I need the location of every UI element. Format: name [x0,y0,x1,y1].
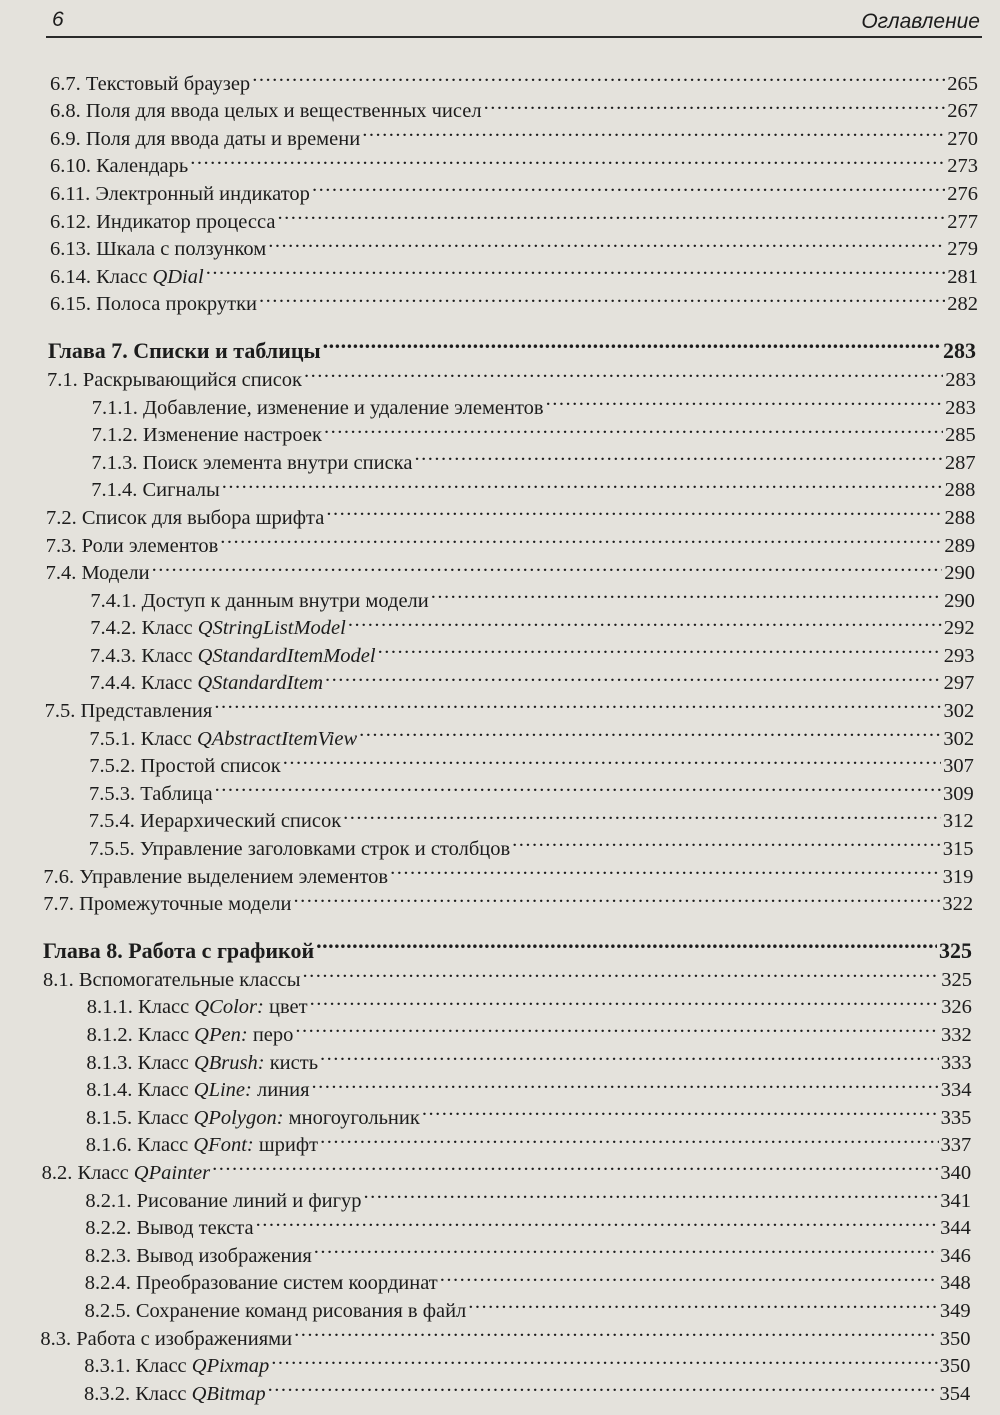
entry-class-name: QStringListModel [197,617,346,640]
entry-page: 293 [943,644,975,667]
entry-number: 8.1. [43,968,74,991]
leader-dots [440,1262,938,1290]
leader-dots [546,386,944,414]
entry-title-suffix: многоугольник [283,1106,420,1129]
entry-title: Шкала с ползунком [96,238,267,261]
entry-label [50,264,204,292]
entry-title: Класс [137,1051,194,1074]
entry-label [50,209,275,237]
chapter-title: Глава 8. Работа с графикой [43,938,315,964]
entry-class-name: QDial [152,265,204,288]
entry-label [85,1215,253,1243]
leader-dots [325,662,942,690]
entry-title: Текстовый браузер [85,72,251,95]
entry-class-name: QPen: [194,1024,248,1046]
table-of-contents [0,62,1000,1405]
entry-page: 292 [943,617,975,640]
entry-title: Класс [141,672,198,695]
entry-title: Промежуточные модели [79,893,292,916]
entry-number: 7.1.2. [91,424,138,447]
entry-label [43,891,291,919]
entry-number: 8.1.3. [86,1051,133,1074]
entry-title: Список для выбора шрифта [81,506,325,529]
entry-number: 6.11. [50,182,91,205]
leader-dots [326,496,942,524]
entry-number: 7.4.1. [90,589,137,612]
entry-number: 8.2.3. [85,1244,132,1267]
entry-page: 276 [947,182,978,205]
chapter-title: Глава 7. Списки и таблицы [48,338,321,364]
toc-group-chapter6 [0,62,1000,316]
entry-number: 7.2. [46,506,77,529]
entry-title: Сохранение команд рисования в файл [135,1299,467,1322]
entry-title-suffix: линия [251,1079,310,1102]
leader-dots [312,172,945,200]
leader-dots [206,255,946,283]
page-number: 6 [52,8,64,31]
entry-title-suffix: кисть [264,1051,319,1074]
leader-dots [431,579,942,607]
leader-dots [268,1372,938,1400]
leader-dots [294,1317,938,1345]
entry-page: 334 [940,1079,972,1102]
leader-dots [214,689,941,717]
leader-dots [323,324,941,358]
entry-page: 297 [943,672,975,695]
entry-label [45,698,213,726]
entry-class-name: QPolygon: [193,1106,284,1129]
entry-number: 6.8. [50,100,81,123]
entry-number: 7.1.4. [91,479,138,502]
entry-label [40,1326,292,1354]
leader-dots [303,958,940,986]
entry-number: 7.4.3. [90,644,137,667]
entry-label [46,560,150,588]
leader-dots [390,855,940,883]
entry-title: Представления [80,700,213,723]
entry-page: 350 [939,1355,971,1378]
leader-dots [190,145,945,173]
entry-number: 7.6. [43,865,75,888]
entry-number: 8.2.2. [85,1217,132,1240]
entry-title: Класс [140,727,197,750]
entry-number: 8.3. [40,1327,72,1350]
entry-label [42,1160,211,1188]
leader-dots [259,283,945,311]
entry-label [43,967,301,995]
leader-dots [320,1041,939,1069]
entry-page: 325 [941,968,972,991]
leader-dots [152,552,943,580]
entry-label [86,1077,309,1105]
leader-dots [320,1124,938,1152]
entry-label [91,477,220,505]
entry-label [87,994,308,1022]
entry-number: 7.1.3. [91,451,138,474]
entry-title: Календарь [96,155,189,178]
entry-number: 8.1.4. [86,1079,133,1102]
entry-number: 7.5.4. [88,810,135,833]
entry-page: 273 [947,155,978,178]
entry-page: 279 [947,238,978,261]
entry-number: 8.1.2. [86,1024,133,1046]
entry-page: 267 [947,100,978,123]
toc-entry[interactable] [0,62,1000,95]
leader-dots [422,1096,939,1124]
entry-page: 282 [947,293,978,316]
entry-page: 265 [947,72,978,95]
entry-page: 270 [947,127,978,150]
entry-number: 7.7. [43,893,74,916]
entry-title: Класс [96,265,153,288]
entry-number: 8.2.4. [84,1272,131,1295]
entry-title-suffix: перо [247,1024,294,1046]
entry-label [84,1381,266,1409]
entry-title: Полоса прокрутки [96,293,258,316]
entry-page: 289 [944,534,976,557]
entry-title: Класс [141,617,198,640]
entry-number: 6.12. [50,210,91,233]
leader-dots [283,745,941,773]
entry-number: 7.5.3. [89,782,136,805]
entry-number: 8.1.6. [85,1134,132,1157]
entry-page: 288 [944,506,976,529]
entry-number: 6.15. [50,293,91,316]
entry-class-name: QPainter [133,1161,211,1184]
leader-dots [362,117,945,145]
entry-title: Преобразование систем координат [136,1272,438,1295]
entry-number: 7.5.5. [88,838,135,861]
entry-label [89,781,213,809]
entry-label [90,615,346,643]
entry-title: Класс [137,1024,195,1046]
entry-class-name: QStandardItemModel [197,644,376,667]
entry-page: 333 [940,1051,972,1074]
entry-title: Вспомогательные классы [78,968,301,991]
entry-title-suffix: цвет [263,996,308,1019]
entry-label [87,1022,294,1050]
entry-title: Класс [141,644,198,667]
entry-number: 8.1.1. [86,996,133,1019]
entry-class-name: QPixmap [191,1355,270,1378]
entry-page: 302 [943,700,975,723]
entry-title: Класс [137,1079,194,1102]
toc-chapter-7[interactable] [0,324,1000,364]
entry-page: 344 [940,1217,971,1240]
entry-class-name: QAbstractItemView [196,727,358,750]
leader-dots [364,1179,939,1207]
leader-dots [414,441,942,469]
leader-dots [316,924,937,958]
entry-number: 6.7. [50,72,81,95]
leader-dots [314,1234,938,1262]
entry-number: 7.5.2. [89,755,136,778]
entry-label [85,1243,312,1271]
leader-dots [312,1069,939,1097]
entry-number: 7.4. [45,562,77,585]
entry-number: 8.3.2. [84,1382,131,1405]
page-header [46,6,982,38]
entry-title: Доступ к данным внутри модели [141,589,429,612]
entry-page: 290 [944,562,975,585]
entry-page: 332 [941,1024,972,1046]
entry-class-name: QLine: [193,1079,252,1102]
entry-title: Индикатор процесса [96,210,276,233]
entry-number: 6.9. [50,127,81,150]
running-title: Оглавление [861,10,980,33]
leader-dots [256,1207,939,1235]
leader-dots [268,228,945,256]
entry-title: Изменение настроек [142,424,322,447]
entry-class-name: QBrush: [193,1051,265,1074]
entry-label [85,1270,438,1298]
entry-label [50,181,310,209]
entry-page: 340 [940,1161,972,1184]
entry-number: 7.5.1. [89,727,136,750]
entry-title: Управление выделением элементов [79,865,389,888]
entry-title: Управление заголовками строк и столбцов [139,838,511,861]
entry-page: 319 [942,865,974,888]
entry-page: 335 [940,1106,972,1129]
entry-title: Роли элементов [81,534,219,557]
entry-page: 341 [940,1189,972,1212]
entry-number: 6.10. [50,155,91,178]
entry-page: 312 [942,810,974,833]
entry-title: Сигналы [142,479,220,502]
leader-dots [277,200,945,228]
entry-title: Поля для ввода целых и вещественных чисел [85,100,482,123]
entry-label [92,422,322,450]
entry-page: 277 [947,210,978,233]
leader-dots [512,827,941,855]
leader-dots [304,358,943,386]
entry-page: 283 [945,396,976,419]
entry-title: Класс [137,1134,194,1157]
leader-dots [252,62,945,90]
entry-page: 337 [940,1134,972,1157]
toc-group-chapter8 [0,958,1000,1405]
leader-dots [324,414,943,442]
entry-title: Класс [135,1382,192,1405]
leader-dots [212,1151,938,1179]
entry-title: Класс [77,1161,134,1184]
entry-title: Класс [137,1106,194,1129]
entry-page: 322 [942,893,974,916]
leader-dots [215,772,941,800]
entry-title: Класс [138,996,195,1019]
entry-title: Вывод изображения [136,1244,312,1267]
entry-number: 8.2.1. [85,1189,132,1212]
entry-page: 349 [939,1299,971,1322]
leader-dots [348,607,942,635]
leader-dots [378,634,942,662]
leader-dots [222,469,943,497]
entry-label [89,808,341,836]
entry-page: 309 [943,782,974,805]
entry-page: 307 [943,755,974,778]
chapter-page: 325 [939,938,972,964]
leader-dots [271,1345,937,1373]
entry-title-suffix: шрифт [253,1134,319,1157]
entry-page: 350 [939,1327,971,1350]
entry-class-name: QFont: [193,1134,254,1157]
toc-entry[interactable] [0,579,1000,612]
leader-dots [468,1289,938,1317]
entry-title: Модели [81,562,150,585]
entry-page: 326 [941,996,972,1019]
entry-number: 7.4.4. [89,672,136,695]
leader-dots [220,524,942,552]
leader-dots [359,717,941,745]
leader-dots [295,1013,939,1041]
chapter-page: 283 [943,338,976,364]
entry-number: 8.2.5. [84,1299,131,1322]
entry-page: 302 [943,727,975,750]
leader-dots [343,800,941,828]
entry-page: 290 [944,589,975,612]
entry-number: 7.1.1. [91,396,138,419]
entry-title: Рисование линий и фигур [136,1189,362,1212]
entry-title: Поля для ввода даты и времени [85,127,361,150]
entry-page: 283 [945,368,976,391]
entry-label [84,1353,269,1381]
entry-title: Раскрывающийся список [82,368,303,391]
entry-number: 7.1. [47,368,78,391]
leader-dots [484,90,946,118]
entry-class-name: QBitmap [191,1382,266,1405]
entry-page: 315 [942,838,974,861]
entry-title: Поиск элемента внутри списка [142,451,413,474]
entry-label [47,367,302,395]
entry-number: 7.4.2. [90,617,137,640]
leader-dots [310,986,940,1014]
entry-label [50,291,257,319]
entry-label [86,1050,318,1078]
entry-number: 7.3. [45,534,77,557]
entry-title: Таблица [140,782,213,805]
entry-page: 285 [944,424,976,447]
entry-title: Электронный индикатор [95,182,310,205]
entry-page: 348 [939,1272,971,1295]
entry-number: 8.3.1. [84,1355,131,1378]
entry-title: Иерархический список [140,810,342,833]
entry-number: 6.14. [50,265,91,288]
entry-page: 288 [944,479,976,502]
entry-title: Добавление, изменение и удаление элементов [143,396,544,419]
leader-dots [294,883,941,911]
toc-group-chapter7 [0,358,1000,916]
entry-title: Простой список [140,755,281,778]
entry-class-name: QColor: [194,996,264,1019]
entry-page: 354 [939,1382,971,1405]
entry-number: 6.13. [50,238,91,261]
entry-label [50,153,188,181]
entry-page: 287 [944,451,976,474]
entry-label [50,71,250,99]
entry-class-name: QStandardItem [197,672,324,695]
entry-page: 346 [940,1244,971,1267]
toc-chapter-8[interactable] [0,924,1000,964]
entry-title: Класс [135,1355,192,1378]
entry-number: 8.1.5. [86,1106,133,1129]
entry-title: Вывод текста [136,1217,254,1240]
entry-number: 7.5. [44,700,76,723]
entry-number: 8.2. [41,1161,73,1184]
entry-page: 281 [947,265,978,288]
entry-title: Работа с изображениями [76,1327,293,1350]
